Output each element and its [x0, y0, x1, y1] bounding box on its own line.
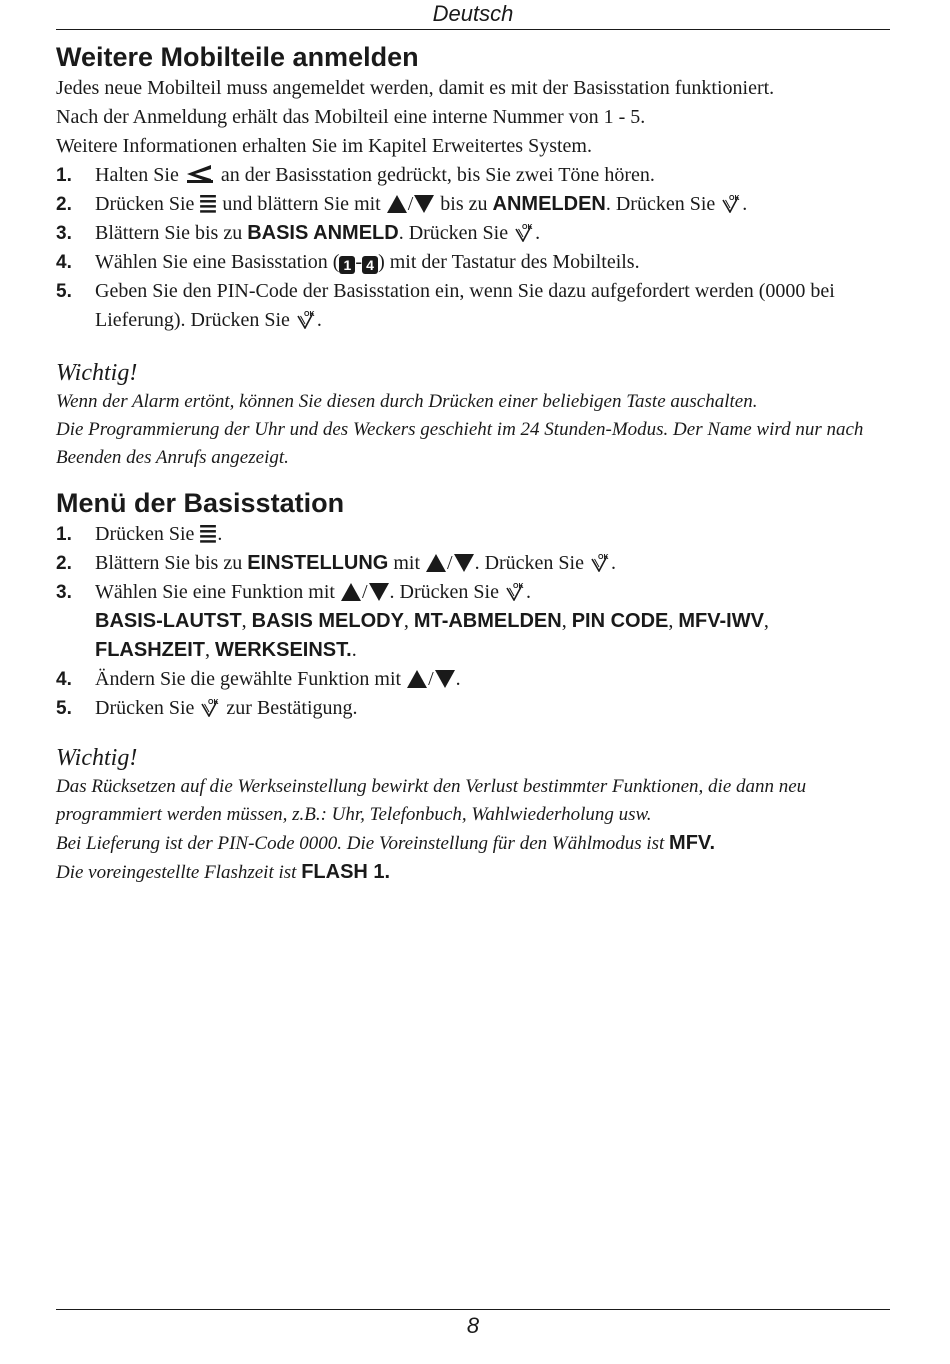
- list-item: 4. Ändern Sie die gewählte Funktion mit / .: [56, 665, 890, 694]
- step-number: 5.: [56, 281, 72, 302]
- menu-term: BASIS ANMELD: [247, 222, 399, 244]
- intro-line-3: Weitere Informationen erhalten Sie im Kapitel Erweitertes System.: [56, 135, 592, 157]
- note-title: Wichtig!: [56, 360, 138, 386]
- triangle-down-icon: [454, 554, 474, 572]
- intro-line-1: Jedes neue Mobilteil muss angemeldet werden, damit es mit der Basisstation funktioniert.: [56, 77, 775, 99]
- triangle-up-icon: [426, 554, 446, 572]
- list-item: 5. Drücken Sie zur Bestätigung.: [56, 694, 890, 723]
- register-steps: [56, 161, 890, 335]
- option-term: WERKSEINST.: [215, 639, 352, 661]
- footer-rule: [56, 1309, 890, 1310]
- note-line: Das Rücksetzen auf die Werkseinstellung bewirkt den Verlust bestimmter Funktionen, die dann neu programmiert werden müssen, z.B.: Uhr, Telefonbuch, Wahlwiederholung usw.: [56, 776, 807, 825]
- section-title-base-menu: Menü der Basisstation: [56, 488, 345, 518]
- step-number: 1.: [56, 524, 72, 545]
- triangle-up-icon: [341, 583, 361, 601]
- list-item: 4. Wählen Sie eine Basisstation ( 1 - 4 ) mit der Tastatur des Mobilteils.: [56, 248, 890, 277]
- triangle-down-icon: [369, 583, 389, 601]
- step-number: 3.: [56, 223, 72, 244]
- step-number: 3.: [56, 582, 72, 603]
- header-language: Deutsch: [432, 1, 514, 26]
- list-item: 2. Blättern Sie bis zu EINSTELLUNG mit / . Drücken Sie .: [56, 549, 890, 578]
- note-line: Die Programmierung der Uhr und des Weckers geschieht im 24 Stunden-Modus. Der Name wird nur nach Beenden des Anrufs angezeigt.: [56, 419, 864, 468]
- ok-check-icon: [590, 552, 610, 572]
- triangle-up-icon: [407, 670, 427, 688]
- step-number: 4.: [56, 252, 72, 273]
- menu-lines-icon: [200, 525, 216, 543]
- page-content: [56, 40, 890, 887]
- triangle-up-icon: [387, 195, 407, 213]
- triangle-down-icon: [435, 670, 455, 688]
- step-number: 5.: [56, 698, 72, 719]
- list-item: 3. Wählen Sie eine Funktion mit / . Drücken Sie . BASIS-LAUTST, BASIS MELODY, MT-ABMELDEN, PIN CODE, MFV-IWV, FLASHZEIT, WERKSEINST..: [56, 578, 890, 665]
- step-number: 2.: [56, 194, 72, 215]
- list-item: 1. Drücken Sie .: [56, 520, 890, 549]
- menu-term: EINSTELLUNG: [247, 552, 389, 574]
- note-title: Wichtig!: [56, 745, 138, 771]
- step-number: 4.: [56, 669, 72, 690]
- option-term: MFV-IWV: [678, 610, 764, 632]
- intro-line-2: Nach der Anmeldung erhält das Mobilteil eine interne Nummer von 1 - 5.: [56, 106, 646, 128]
- list-item: 2. Drücken Sie und blättern Sie mit / bis zu ANMELDEN. Drücken Sie .: [56, 190, 890, 219]
- note-line: Die voreingestellte Flashzeit ist FLASH 1.: [56, 861, 391, 883]
- dial-mode-term: MFV: [669, 832, 710, 854]
- option-term: MT-ABMELDEN: [413, 610, 562, 632]
- ok-check-icon: [721, 193, 741, 213]
- list-item: 5. Geben Sie den PIN-Code der Basisstation ein, wenn Sie dazu aufgefordert werden (0000 bei Lieferung). Drücken Sie .: [56, 277, 890, 335]
- base-menu-steps: [56, 520, 890, 723]
- ok-check-icon: [505, 581, 525, 601]
- paging-key-icon: [185, 164, 215, 184]
- key-4-icon: 4: [362, 256, 378, 274]
- note-line: Bei Lieferung ist der PIN-Code 0000. Die Voreinstellung für den Wählmodus ist MFV.: [56, 832, 715, 854]
- list-item: 1. Halten Sie an der Basisstation gedrückt, bis Sie zwei Töne hören.: [56, 161, 890, 190]
- option-term: BASIS MELODY: [251, 610, 404, 632]
- section-title-register: Weitere Mobilteile anmelden: [56, 42, 419, 72]
- ok-check-icon: [200, 697, 220, 717]
- key-1-icon: 1: [339, 256, 355, 274]
- ok-check-icon: [514, 222, 534, 242]
- option-term: FLASHZEIT: [95, 639, 205, 661]
- menu-term: ANMELDEN: [492, 193, 606, 215]
- flash-time-term: FLASH 1: [301, 861, 385, 883]
- step-number: 1.: [56, 165, 72, 186]
- note-line: Wenn der Alarm ertönt, können Sie diesen durch Drücken einer beliebigen Taste auschalten.: [56, 391, 758, 412]
- option-term: PIN CODE: [571, 610, 669, 632]
- triangle-down-icon: [414, 195, 434, 213]
- page-number: 8: [466, 1313, 480, 1338]
- step-number: 2.: [56, 553, 72, 574]
- menu-lines-icon: [200, 195, 216, 213]
- header-rule: [56, 29, 890, 30]
- list-item: 3. Blättern Sie bis zu BASIS ANMELD. Drücken Sie .: [56, 219, 890, 248]
- option-term: BASIS-LAUTST: [95, 610, 242, 632]
- ok-check-icon: [296, 309, 316, 329]
